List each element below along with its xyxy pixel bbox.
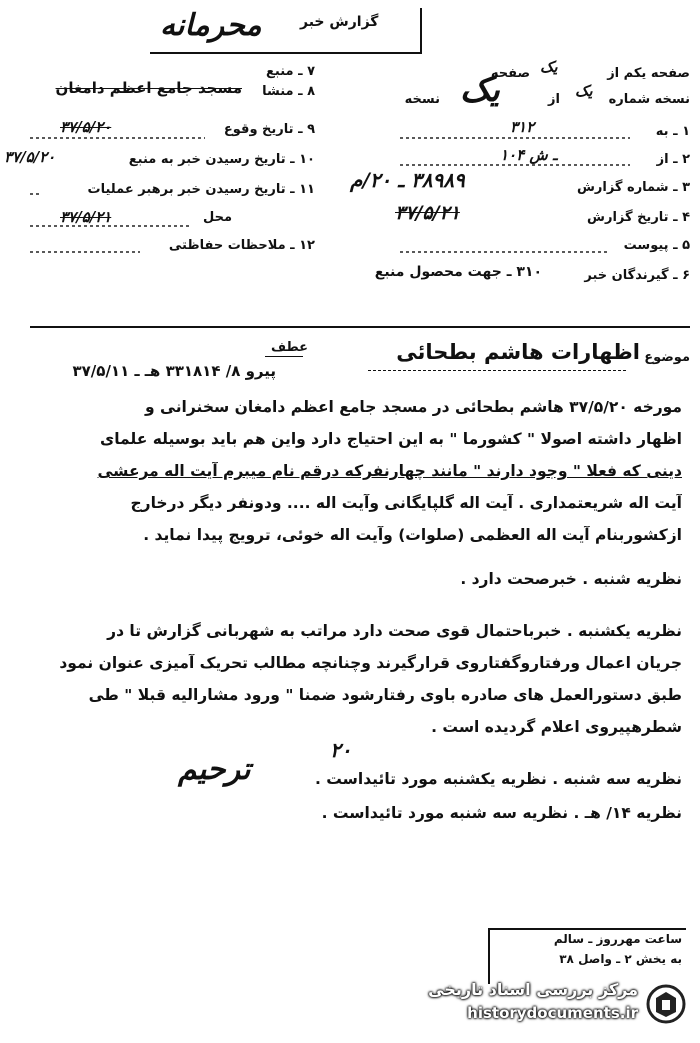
field-date-received-label: ۱۰ ـ تاریخ رسیدن خبر به منبع [128,152,315,167]
field-to-value: ۳۱۲ [510,118,535,136]
body-line: مورخه ۳۷/۵/۲۰ هاشم بطحائی در مسجد جامع اعظم دامغان سخنرانی و [145,398,682,416]
field-attachment-label: ۵ ـ پیوست [623,238,690,253]
body-line: ازکشوربنام آیت اله العظمی (صلوات) وآیت اله خوئی، ترویج پیدا نماید . [143,526,682,544]
field-report-number-value: ۳۸۹۸۹ ـ ۲۰/م [350,168,465,192]
reference-note: عطف [270,340,308,355]
handwritten-signature: ترحیم [178,752,251,787]
subject-value: اظهارات هاشم بطحائی [396,340,640,364]
handwritten-initials: ۲۰ [330,738,352,762]
field-page-suffix: صفحه [490,66,530,81]
field-report-date-label: ۴ ـ تاریخ گزارش [587,210,690,225]
body-line: شطرهپیروی اعلام گردیده است . [431,718,682,736]
subject-label: موضوع [644,350,690,365]
field-copy-value: یک [575,82,593,100]
field-page-label: صفحه یکم از [607,66,690,81]
field-security-notes-label: ۱۲ ـ ملاحظات حفاظتی [168,238,315,253]
field-origin-label: ۸ ـ منشا [262,84,315,99]
watermark-url: historydocuments.ir [467,1004,638,1022]
field-source-label: ۷ ـ منبع [266,64,315,79]
body-line: جریان اعمال ورفتاروگفتاروی قرارگیرند وچنانچه مطالب تحریک آمیزی عنوان نمود [59,654,682,672]
body-line: اظهار داشته اصولا " کشورما " به این احتیاج دارد واین هم باید بوسیله علمای [100,430,682,448]
field-dotted-lines [0,0,700,330]
reference-value: پیرو ۸/ ۳۳۱۸۱۴ هـ ـ ۳۷/۵/۱۱ [72,362,276,380]
watermark [386,980,686,1036]
field-place-label: محل [202,210,232,225]
field-report-number-label: ۳ ـ شماره گزارش [576,180,690,195]
body-line: طبق دستورالعمل های صادره باوی رفتارشود ضمنا " ورود مشارالیه قبلا " طی [88,686,682,704]
field-report-date-value: ۳۷/۵/۲۱ [395,202,460,224]
body-line: نظریه شنبه . خبرصحت دارد . [460,570,682,588]
field-copy-of: از [548,92,560,107]
body-line: نظریه یکشنبه . خبرباحتمال قوی صحت دارد مراتب به شهربانی گزارش تا در [107,622,682,640]
field-from-label: ۲ ـ از [656,152,690,167]
body-line: نظریه ۱۴/ هـ . نظریه سه شنبه مورد تائیداست . [321,804,682,822]
receipt-stamp-line2: به یخش ۲ ـ واصل ۳۸ [559,952,682,966]
report-title: گزارش خبر [300,14,379,30]
field-page-value: یک [540,58,558,76]
body-line: نظریه سه شنبه . نظریه یکشنبه مورد تائیداست . [314,770,682,788]
subject-underline [368,370,626,371]
watermark-name: مرکز بررسی اسناد تاریخی [428,980,638,999]
field-copy-value2: یک [460,70,500,110]
field-recipients-label: ۶ ـ گیرندگان خبر [584,268,690,283]
field-recipients-value: ۳۱۰ ـ جهت محصول منبع [374,264,542,280]
body-line: آیت اله شریعتمداری . آیت اله گلپایگانی وآیت اله .... ودونفر دیگر درخارج [130,494,682,512]
field-copy-label: نسخه شماره [608,92,690,107]
field-date-ops-label: ۱۱ ـ تاریخ رسیدن خبر برهبر عملیات [87,182,315,197]
field-date-event-label: ۹ ـ تاریخ وقوع [223,122,315,137]
field-from-value: ۱۰۴ ـ ش [500,146,558,164]
reference-underline [265,356,303,357]
field-date-event-value: ۳۷/۵/۲۰ [60,118,112,136]
field-origin-value: مسجد جامع اعظم دامغان [55,79,242,97]
field-date-received-value: ۳۷/۵/۲۰ [4,148,56,166]
confidential-stamp: محرمانه [160,8,262,43]
field-to-label: ۱ ـ به [655,124,690,139]
watermark-logo-icon [646,984,686,1024]
field-place-value: ۳۷/۵/۲۱ [60,208,112,226]
header-divider [30,326,690,328]
body-line: دینی که فعلا " وجود دارند " مانند چهارنفرکه درقم نام میبرم آیت اله مرعشی [97,462,682,480]
receipt-stamp-line1: ساعت مهرروز ـ سالم [553,932,682,946]
field-copy-suffix: نسخه [404,92,440,107]
